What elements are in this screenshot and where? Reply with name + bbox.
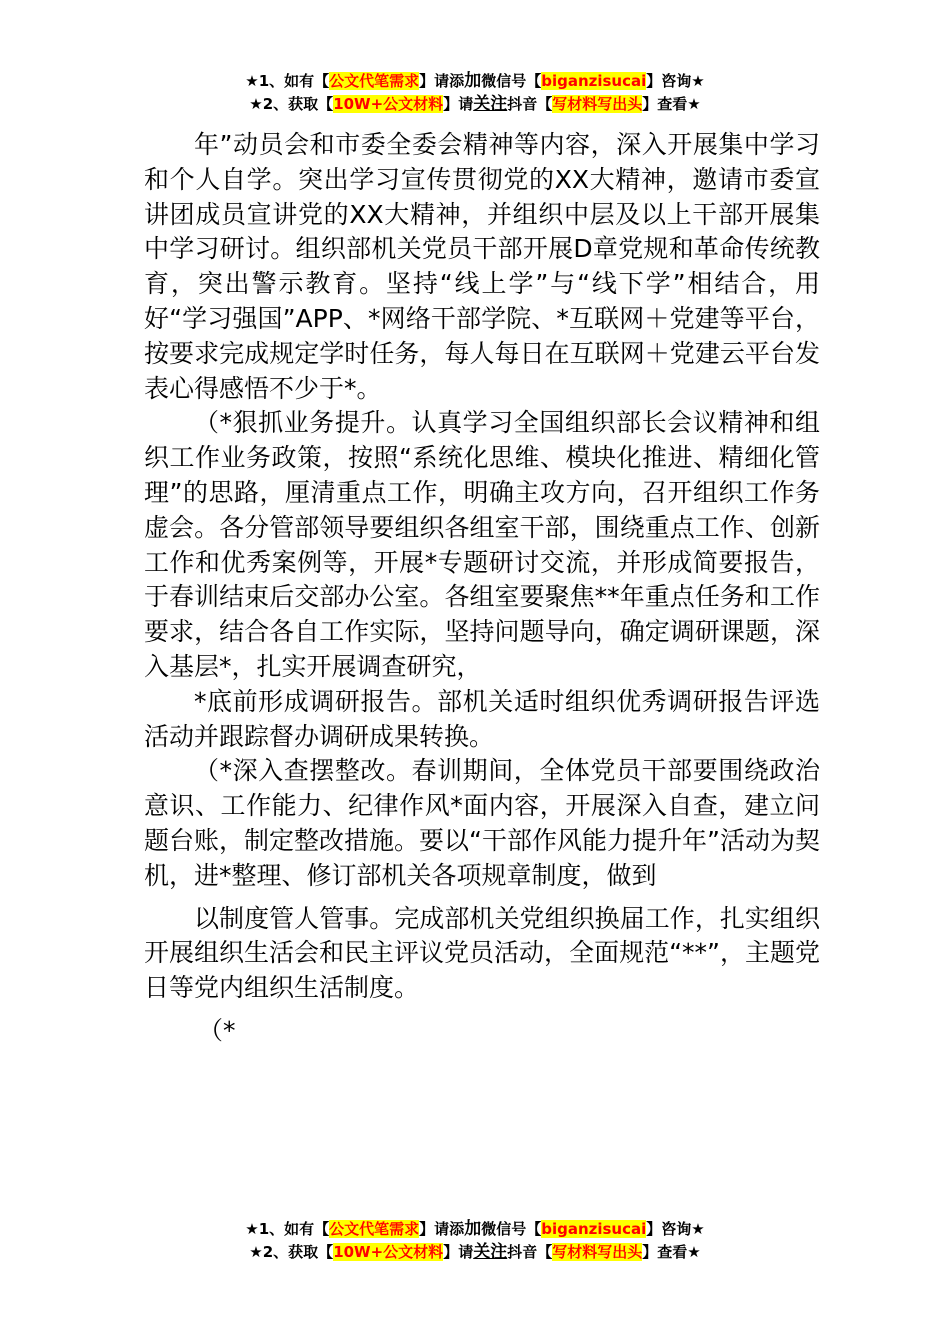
paragraph-research-report: *底前形成调研报告。部机关适时组织优秀调研报告评选活动并跟踪督办调研成果转换。	[144, 686, 820, 751]
notice-highlight-wechat-id: biganzisucai	[541, 72, 647, 90]
notice-text: ★1、如有【	[245, 1220, 330, 1238]
notice-text: 】请添	[419, 72, 465, 90]
footer-notice-line-2	[0, 1241, 950, 1264]
notice-highlight-materials: 10W+公文材料	[333, 1243, 444, 1261]
notice-text: 微信号【	[481, 72, 542, 90]
header-notice-line-2	[0, 93, 950, 116]
notice-text: 】咨询★	[646, 72, 705, 90]
notice-text: 】请	[443, 1243, 474, 1261]
paragraph-system-management: 以制度管人管事。完成部机关党组织换届工作，扎实组织开展组织生活会和民主评议党员活动，全面规范“**”，主题党日等党内组织生活制度。	[144, 903, 820, 1003]
notice-highlight-douyin: 写材料写出头	[552, 1243, 643, 1261]
header-notice	[0, 70, 950, 116]
notice-text: ★1、如有【	[245, 72, 330, 90]
notice-highlight-wechat-id: biganzisucai	[541, 1220, 647, 1238]
notice-text: 加	[464, 71, 482, 91]
notice-text: 】咨询★	[646, 1220, 705, 1238]
document-body	[144, 128, 820, 1049]
notice-text: 抖音【	[507, 95, 553, 113]
notice-highlight-service: 公文代笔需求	[329, 1220, 420, 1238]
notice-text: 微信号【	[481, 1220, 542, 1238]
paragraph-study: 年”动员会和市委全委会精神等内容，深入开展集中学习和个人自学。突出学习宣传贯彻党的XX大精神，邀请市委宣讲团成员宣讲党的XX大精神，并组织中层及以上干部开展集中学习研讨。组织部机关党员干部开展D章党规和革命传统教育，突出警示教育。坚持“线上学”与“线下学”相结合，用好“学习强国”APP、*网络干部学院、*互联网＋党建等平台，按要求完成规定学时任务，每人每日在互联网＋党建云平台发表心得感悟不少于*。	[144, 130, 820, 403]
notice-text: 加	[464, 1219, 482, 1239]
notice-text-follow: 关注	[473, 94, 508, 114]
notice-text: ★2、获取【	[249, 1243, 334, 1261]
notice-text: 】查看★	[642, 95, 701, 113]
paragraph-business: （*狠抓业务提升。认真学习全国组织部长会议精神和组织工作业务政策，按照“系统化思维、模块化推进、精细化管理”的思路，厘清重点工作，明确主攻方向，召开组织工作务虚会。各分管部领导要组织各组室干部，围绕重点工作、创新工作和优秀案例等，开展*专题研讨交流，并形成简要报告，于春训结束后交部办公室。各组室要聚焦**年重点任务和工作要求，结合各自工作实际，坚持问题导向，确定调研课题，深入基层*，扎实开展调查研究，	[144, 408, 820, 681]
paragraph-next-item: （*	[198, 1015, 236, 1045]
notice-text: 抖音【	[507, 1243, 553, 1261]
footer-notice	[0, 1218, 950, 1264]
footer-notice-line-1	[0, 1218, 950, 1241]
header-notice-line-1	[0, 70, 950, 93]
notice-text: 】请	[443, 95, 474, 113]
notice-text: 】查看★	[642, 1243, 701, 1261]
notice-highlight-douyin: 写材料写出头	[552, 95, 643, 113]
notice-text: 】请添	[419, 1220, 465, 1238]
notice-highlight-service: 公文代笔需求	[329, 72, 420, 90]
notice-text-follow: 关注	[473, 1242, 508, 1262]
notice-highlight-materials: 10W+公文材料	[333, 95, 444, 113]
paragraph-rectification: （*深入查摆整改。春训期间，全体党员干部要围绕政治意识、工作能力、纪律作风*面内容，开展深入自查，建立问题台账，制定整改措施。要以“干部作风能力提升年”活动为契机，进*整理、修订部机关各项规章制度，做到	[144, 756, 820, 890]
notice-text: ★2、获取【	[249, 95, 334, 113]
